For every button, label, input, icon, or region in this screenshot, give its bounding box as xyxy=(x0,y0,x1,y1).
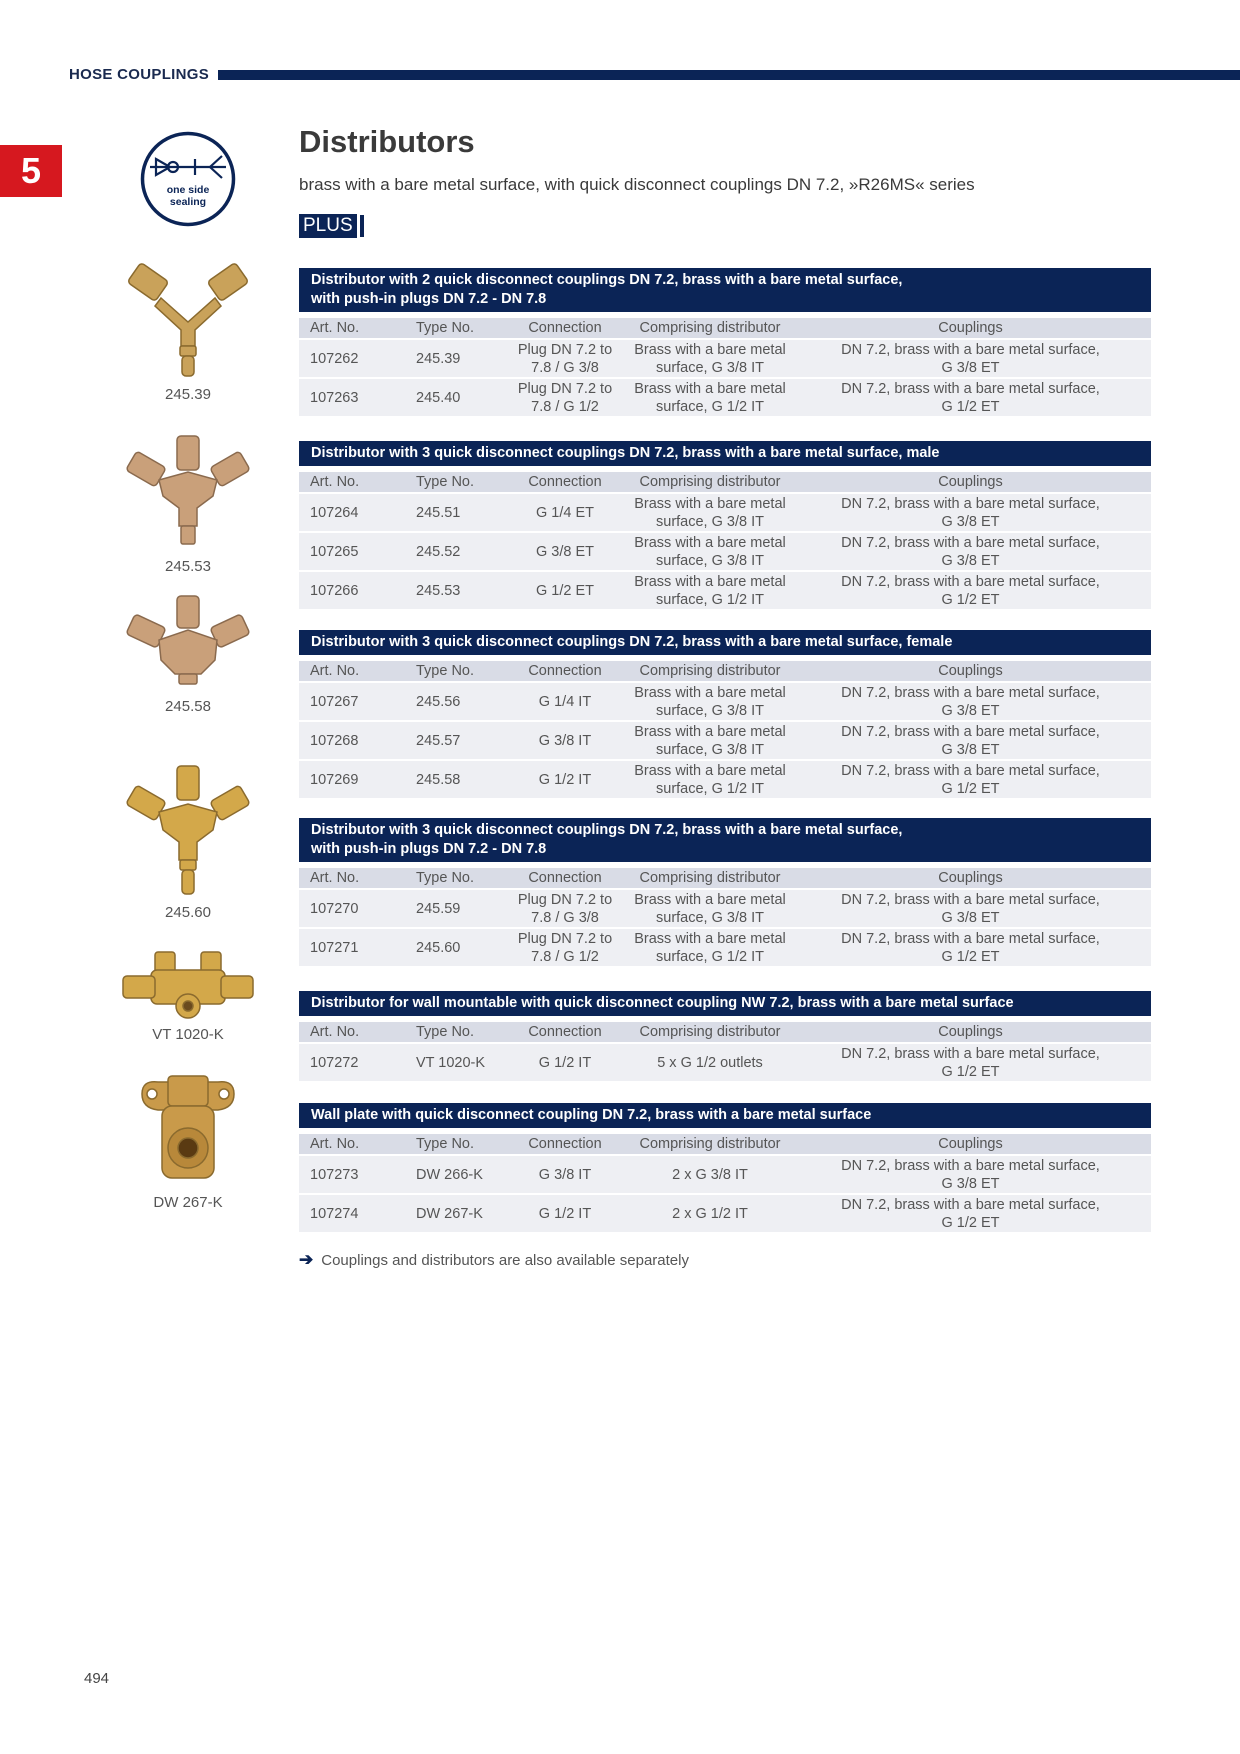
table-distributor-3-couplings-male xyxy=(299,441,1151,609)
arrow-right-icon: ➔ xyxy=(299,1250,314,1269)
product-245-53 xyxy=(88,434,288,575)
product-caption: 245.58 xyxy=(165,698,211,715)
table-header-row: Art. No. Type No. Connection Comprising distributor Couplings xyxy=(299,1022,1151,1043)
data-table xyxy=(299,318,1151,416)
page-number: 494 xyxy=(84,1670,110,1687)
product-caption: 245.53 xyxy=(165,558,211,575)
table-title: Distributor with 3 quick disconnect couplings DN 7.2, brass with a bare metal surface, male xyxy=(299,441,1151,466)
data-table xyxy=(299,868,1151,966)
table-title: Wall plate with quick disconnect coupling DN 7.2, brass with a bare metal surface xyxy=(299,1103,1151,1128)
table-title: Distributor with 2 quick disconnect couplings DN 7.2, brass with a bare metal surface, with push-in plugs DN 7.2 - DN 7.8 xyxy=(299,268,1151,312)
table-distributor-3-couplings-female xyxy=(299,630,1151,798)
product-245-60 xyxy=(88,764,288,921)
data-table xyxy=(299,661,1151,798)
distributor-3-couplings-with-plug-icon xyxy=(123,764,253,900)
data-table xyxy=(299,1134,1151,1232)
distributor-3-couplings-male-icon xyxy=(123,434,253,554)
table-row: 107271 245.60 Plug DN 7.2 to 7.8 / G 1/2 Brass with a bare metal surface, G 1/2 IT DN 7.2, brass with a bare metal surface, G 1/2 ET xyxy=(299,928,1151,966)
table-wall-distributor xyxy=(299,991,1151,1081)
product-245-58 xyxy=(88,594,288,715)
product-dw-267-k xyxy=(88,1070,288,1211)
table-row: 107265 245.52 G 3/8 ET Brass with a bare metal surface, G 3/8 IT DN 7.2, brass with a bare metal surface, G 3/8 ET xyxy=(299,532,1151,571)
data-table xyxy=(299,472,1151,609)
y-distributor-2-couplings-with-plug-icon xyxy=(123,262,253,382)
one-side-sealing-icon xyxy=(140,131,236,227)
page-subtitle: brass with a bare metal surface, with quick disconnect couplings DN 7.2, »R26MS« series xyxy=(299,175,975,194)
table-row: 107267 245.56 G 1/4 IT Brass with a bare metal surface, G 3/8 IT DN 7.2, brass with a bare metal surface, G 3/8 ET xyxy=(299,682,1151,721)
sealing-label-line2: sealing xyxy=(169,196,207,208)
product-caption: DW 267-K xyxy=(153,1194,223,1211)
product-vt-1020-k xyxy=(88,948,288,1043)
footnote-text: Couplings and distributors are also available separately xyxy=(321,1251,689,1269)
table-row: 107264 245.51 G 1/4 ET Brass with a bare metal surface, G 3/8 IT DN 7.2, brass with a bare metal surface, G 3/8 ET xyxy=(299,493,1151,532)
table-wall-plate xyxy=(299,1103,1151,1232)
table-row: 107272 VT 1020-K G 1/2 IT 5 x G 1/2 outlets DN 7.2, brass with a bare metal surface, G 1/2 ET xyxy=(299,1043,1151,1081)
product-caption: 245.60 xyxy=(165,904,211,921)
table-header-row: Art. No. Type No. Connection Comprising distributor Couplings xyxy=(299,318,1151,339)
table-row: 107270 245.59 Plug DN 7.2 to 7.8 / G 3/8 Brass with a bare metal surface, G 3/8 IT DN 7.2, brass with a bare metal surface, G 3/8 ET xyxy=(299,889,1151,928)
table-header-row: Art. No. Type No. Connection Comprising distributor Couplings xyxy=(299,868,1151,889)
wall-plate-coupling-icon xyxy=(128,1070,248,1190)
product-caption: VT 1020-K xyxy=(152,1026,224,1043)
footnote xyxy=(299,1250,689,1270)
section-label: HOSE COUPLINGS xyxy=(69,66,210,83)
table-header-row: Art. No. Type No. Connection Comprising distributor Couplings xyxy=(299,1134,1151,1155)
table-header-row: Art. No. Type No. Connection Comprising distributor Couplings xyxy=(299,472,1151,493)
table-header-row: Art. No. Type No. Connection Comprising distributor Couplings xyxy=(299,661,1151,682)
product-caption: 245.39 xyxy=(165,386,211,403)
table-row: 107266 245.53 G 1/2 ET Brass with a bare metal surface, G 1/2 IT DN 7.2, brass with a bare metal surface, G 1/2 ET xyxy=(299,571,1151,609)
table-title: Distributor with 3 quick disconnect couplings DN 7.2, brass with a bare metal surface, with push-in plugs DN 7.2 - DN 7.8 xyxy=(299,818,1151,862)
product-245-39 xyxy=(88,262,288,403)
table-title: Distributor with 3 quick disconnect couplings DN 7.2, brass with a bare metal surface, female xyxy=(299,630,1151,655)
chapter-tab: 5 xyxy=(0,145,62,197)
plus-badge-text: PLUS xyxy=(299,214,357,238)
table-row: 107268 245.57 G 3/8 IT Brass with a bare metal surface, G 3/8 IT DN 7.2, brass with a bare metal surface, G 3/8 ET xyxy=(299,721,1151,760)
page-title: Distributors xyxy=(299,124,475,159)
wall-distributor-icon xyxy=(121,948,255,1022)
table-row: 107273 DW 266-K G 3/8 IT 2 x G 3/8 IT DN 7.2, brass with a bare metal surface, G 3/8 ET xyxy=(299,1155,1151,1194)
table-row: 107263 245.40 Plug DN 7.2 to 7.8 / G 1/2 Brass with a bare metal surface, G 1/2 IT DN 7.2, brass with a bare metal surface, G 1/2 ET xyxy=(299,378,1151,416)
data-table xyxy=(299,1022,1151,1081)
table-row: 107262 245.39 Plug DN 7.2 to 7.8 / G 3/8 Brass with a bare metal surface, G 3/8 IT DN 7.2, brass with a bare metal surface, G 3/8 ET xyxy=(299,339,1151,378)
table-distributor-2-couplings-plugs xyxy=(299,268,1151,416)
table-row: 107269 245.58 G 1/2 IT Brass with a bare metal surface, G 1/2 IT DN 7.2, brass with a bare metal surface, G 1/2 ET xyxy=(299,760,1151,798)
header-rule xyxy=(218,70,1240,80)
table-title: Distributor for wall mountable with quick disconnect coupling NW 7.2, brass with a bare metal surface xyxy=(299,991,1151,1016)
table-row: 107274 DW 267-K G 1/2 IT 2 x G 1/2 IT DN 7.2, brass with a bare metal surface, G 1/2 ET xyxy=(299,1194,1151,1232)
table-distributor-3-couplings-plugs xyxy=(299,818,1151,966)
sealing-label-line1: one side xyxy=(166,184,210,196)
distributor-3-couplings-female-icon xyxy=(123,594,253,694)
plus-badge xyxy=(299,214,364,238)
